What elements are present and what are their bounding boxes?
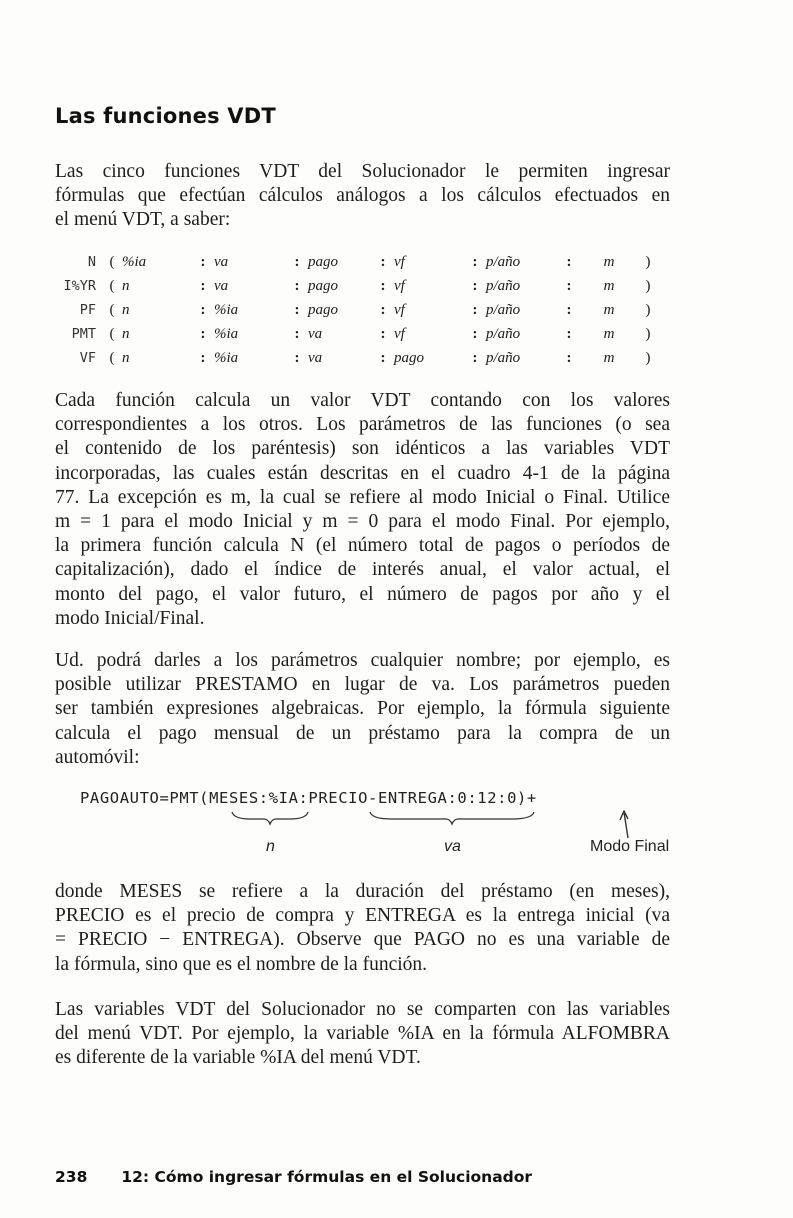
function-arg: va: [308, 349, 323, 366]
function-name: PF: [79, 302, 96, 318]
section-heading: Las funciones VDT: [55, 104, 276, 128]
function-arg: pago: [394, 349, 424, 366]
function-arg: n: [122, 325, 130, 342]
separator: :: [472, 349, 478, 366]
formula-example: PAGOAUTO=PMT(MESES:%IA:PRECIO-ENTREGA:0:12:0)+: [80, 789, 537, 807]
separator: :: [566, 301, 572, 318]
text-line: monto del pago, el valor futuro, el número de pagos por año y el: [55, 583, 670, 605]
separator: :: [294, 253, 300, 270]
separator: :: [566, 349, 572, 366]
separator: :: [380, 349, 386, 366]
function-arg: n: [122, 301, 130, 318]
function-arg: va: [308, 325, 323, 342]
annotation-modo-final: Modo Final: [590, 838, 670, 855]
function-arg: %ia: [214, 349, 239, 366]
annotation-va: va: [444, 838, 461, 855]
function-arg: m: [603, 325, 615, 342]
text-line: el menú VDT, a saber:: [55, 209, 231, 231]
function-arg: m: [603, 253, 615, 270]
text-line: correspondientes a los otros. Los parámetros de las funciones (o sea: [55, 414, 670, 436]
close-paren: ): [645, 349, 651, 366]
text-line: m = 1 para el modo Inicial y m = 0 para el modo Final. Por ejemplo,: [55, 511, 670, 533]
close-paren: ): [645, 301, 651, 318]
open-paren: (: [109, 277, 115, 294]
text-line: = PRECIO − ENTREGA). Observe que PAGO no es una variable de: [55, 929, 670, 951]
open-paren: (: [109, 349, 115, 366]
brace-n: [230, 810, 310, 826]
open-paren: (: [109, 301, 115, 318]
separator: :: [294, 277, 300, 294]
separator: :: [380, 277, 386, 294]
function-name: N: [87, 254, 96, 270]
text-line: el contenido de los paréntesis) son idénticos a las variables VDT: [55, 438, 670, 460]
open-paren: (: [109, 253, 115, 270]
function-arg: va: [214, 253, 229, 270]
text-line: calcula el pago mensual de un préstamo para la compra de un: [55, 722, 670, 744]
function-arg: vf: [394, 253, 405, 270]
text-line: Las cinco funciones VDT del Solucionador le permiten ingresar: [55, 161, 670, 182]
function-arg: va: [214, 277, 229, 294]
function-arg: pago: [308, 277, 338, 294]
explanation-paragraph: [55, 389, 670, 631]
text-line: posible utilizar PRESTAMO en lugar de va. Los parámetros pueden: [55, 674, 670, 696]
text-line: 77. La excepción es m, la cual se refiere al modo Inicial o Final. Utilice: [55, 486, 670, 508]
function-name: I%YR: [63, 278, 96, 294]
separator: :: [200, 253, 206, 270]
function-row: [58, 322, 658, 346]
function-row: [58, 274, 658, 298]
function-arg: m: [603, 277, 615, 294]
separator: :: [294, 349, 300, 366]
separator: :: [472, 277, 478, 294]
function-arg: p/año: [486, 277, 521, 294]
function-arg: vf: [394, 325, 405, 342]
intro-paragraph: [55, 160, 670, 233]
chapter-title: 12: Cómo ingresar fórmulas en el Solucionador: [121, 1168, 533, 1186]
separator: :: [200, 277, 206, 294]
function-arg: p/año: [486, 301, 521, 318]
function-row: [58, 346, 658, 370]
page-footer: [55, 1168, 532, 1186]
function-arg: pago: [308, 301, 338, 318]
arrow-modo: [616, 810, 636, 840]
function-row: [58, 298, 658, 322]
text-line: PRECIO es el precio de compra y ENTREGA es la entrega inicial (va: [55, 905, 670, 927]
text-line: automóvil:: [55, 746, 140, 768]
separator: :: [200, 325, 206, 342]
function-name: VF: [79, 350, 96, 366]
separator: :: [200, 301, 206, 318]
text-line: la fórmula, sino que es el nombre de la función.: [55, 953, 428, 975]
text-line: capitalización), dado el índice de interés anual, el valor actual, el: [55, 559, 670, 581]
brace-va: [368, 810, 536, 826]
separator: :: [472, 325, 478, 342]
text-line: Ud. podrá darles a los parámetros cualquier nombre; por ejemplo, es: [55, 650, 670, 671]
separator: :: [472, 253, 478, 270]
separator: :: [566, 253, 572, 270]
close-paren: ): [645, 253, 651, 270]
close-paren: ): [645, 325, 651, 342]
function-arg: p/año: [486, 253, 521, 270]
separator: :: [566, 325, 572, 342]
open-paren: (: [109, 325, 115, 342]
text-line: fórmulas que efectúan cálculos análogos a los cálculos efectuados en: [55, 185, 670, 207]
text-line: Las variables VDT del Solucionador no se comparten con las variables: [55, 999, 670, 1020]
text-line: donde MESES se refiere a la duración del préstamo (en meses),: [55, 881, 670, 902]
function-arg: n: [122, 349, 130, 366]
function-arg: pago: [308, 253, 338, 270]
text-line: ser también expresiones algebraicas. Por ejemplo, la fórmula siguiente: [55, 698, 670, 720]
function-arg: m: [603, 301, 615, 318]
function-row: [58, 250, 658, 274]
where-paragraph: [55, 880, 670, 977]
function-arg: %ia: [214, 301, 239, 318]
text-line: es diferente de la variable %IA del menú VDT.: [55, 1047, 421, 1069]
function-arg: n: [122, 277, 130, 294]
variables-paragraph: [55, 998, 670, 1071]
function-arg: p/año: [486, 325, 521, 342]
function-arg: %ia: [122, 253, 147, 270]
function-list: [58, 250, 658, 370]
page-number: 238: [55, 1168, 88, 1186]
text-line: modo Inicial/Final.: [55, 607, 205, 629]
separator: :: [380, 301, 386, 318]
separator: :: [294, 325, 300, 342]
separator: :: [294, 301, 300, 318]
function-arg: vf: [394, 277, 405, 294]
separator: :: [472, 301, 478, 318]
annotation-n: n: [266, 838, 275, 855]
function-arg: p/año: [486, 349, 521, 366]
text-line: la primera función calcula N (el número total de pagos o períodos de: [55, 535, 670, 557]
separator: :: [380, 253, 386, 270]
function-arg: m: [603, 349, 615, 366]
separator: :: [380, 325, 386, 342]
text-line: Cada función calcula un valor VDT contando con los valores: [55, 390, 670, 411]
text-line: del menú VDT. Por ejemplo, la variable %IA en la fórmula ALFOMBRA: [55, 1023, 670, 1045]
text-line: incorporadas, las cuales están descritas en el cuadro 4-1 de la página: [55, 462, 670, 484]
separator: :: [200, 349, 206, 366]
function-arg: vf: [394, 301, 405, 318]
parameters-paragraph: [55, 649, 670, 770]
separator: :: [566, 277, 572, 294]
close-paren: ): [645, 277, 651, 294]
function-name: PMT: [71, 326, 96, 342]
function-arg: %ia: [214, 325, 239, 342]
